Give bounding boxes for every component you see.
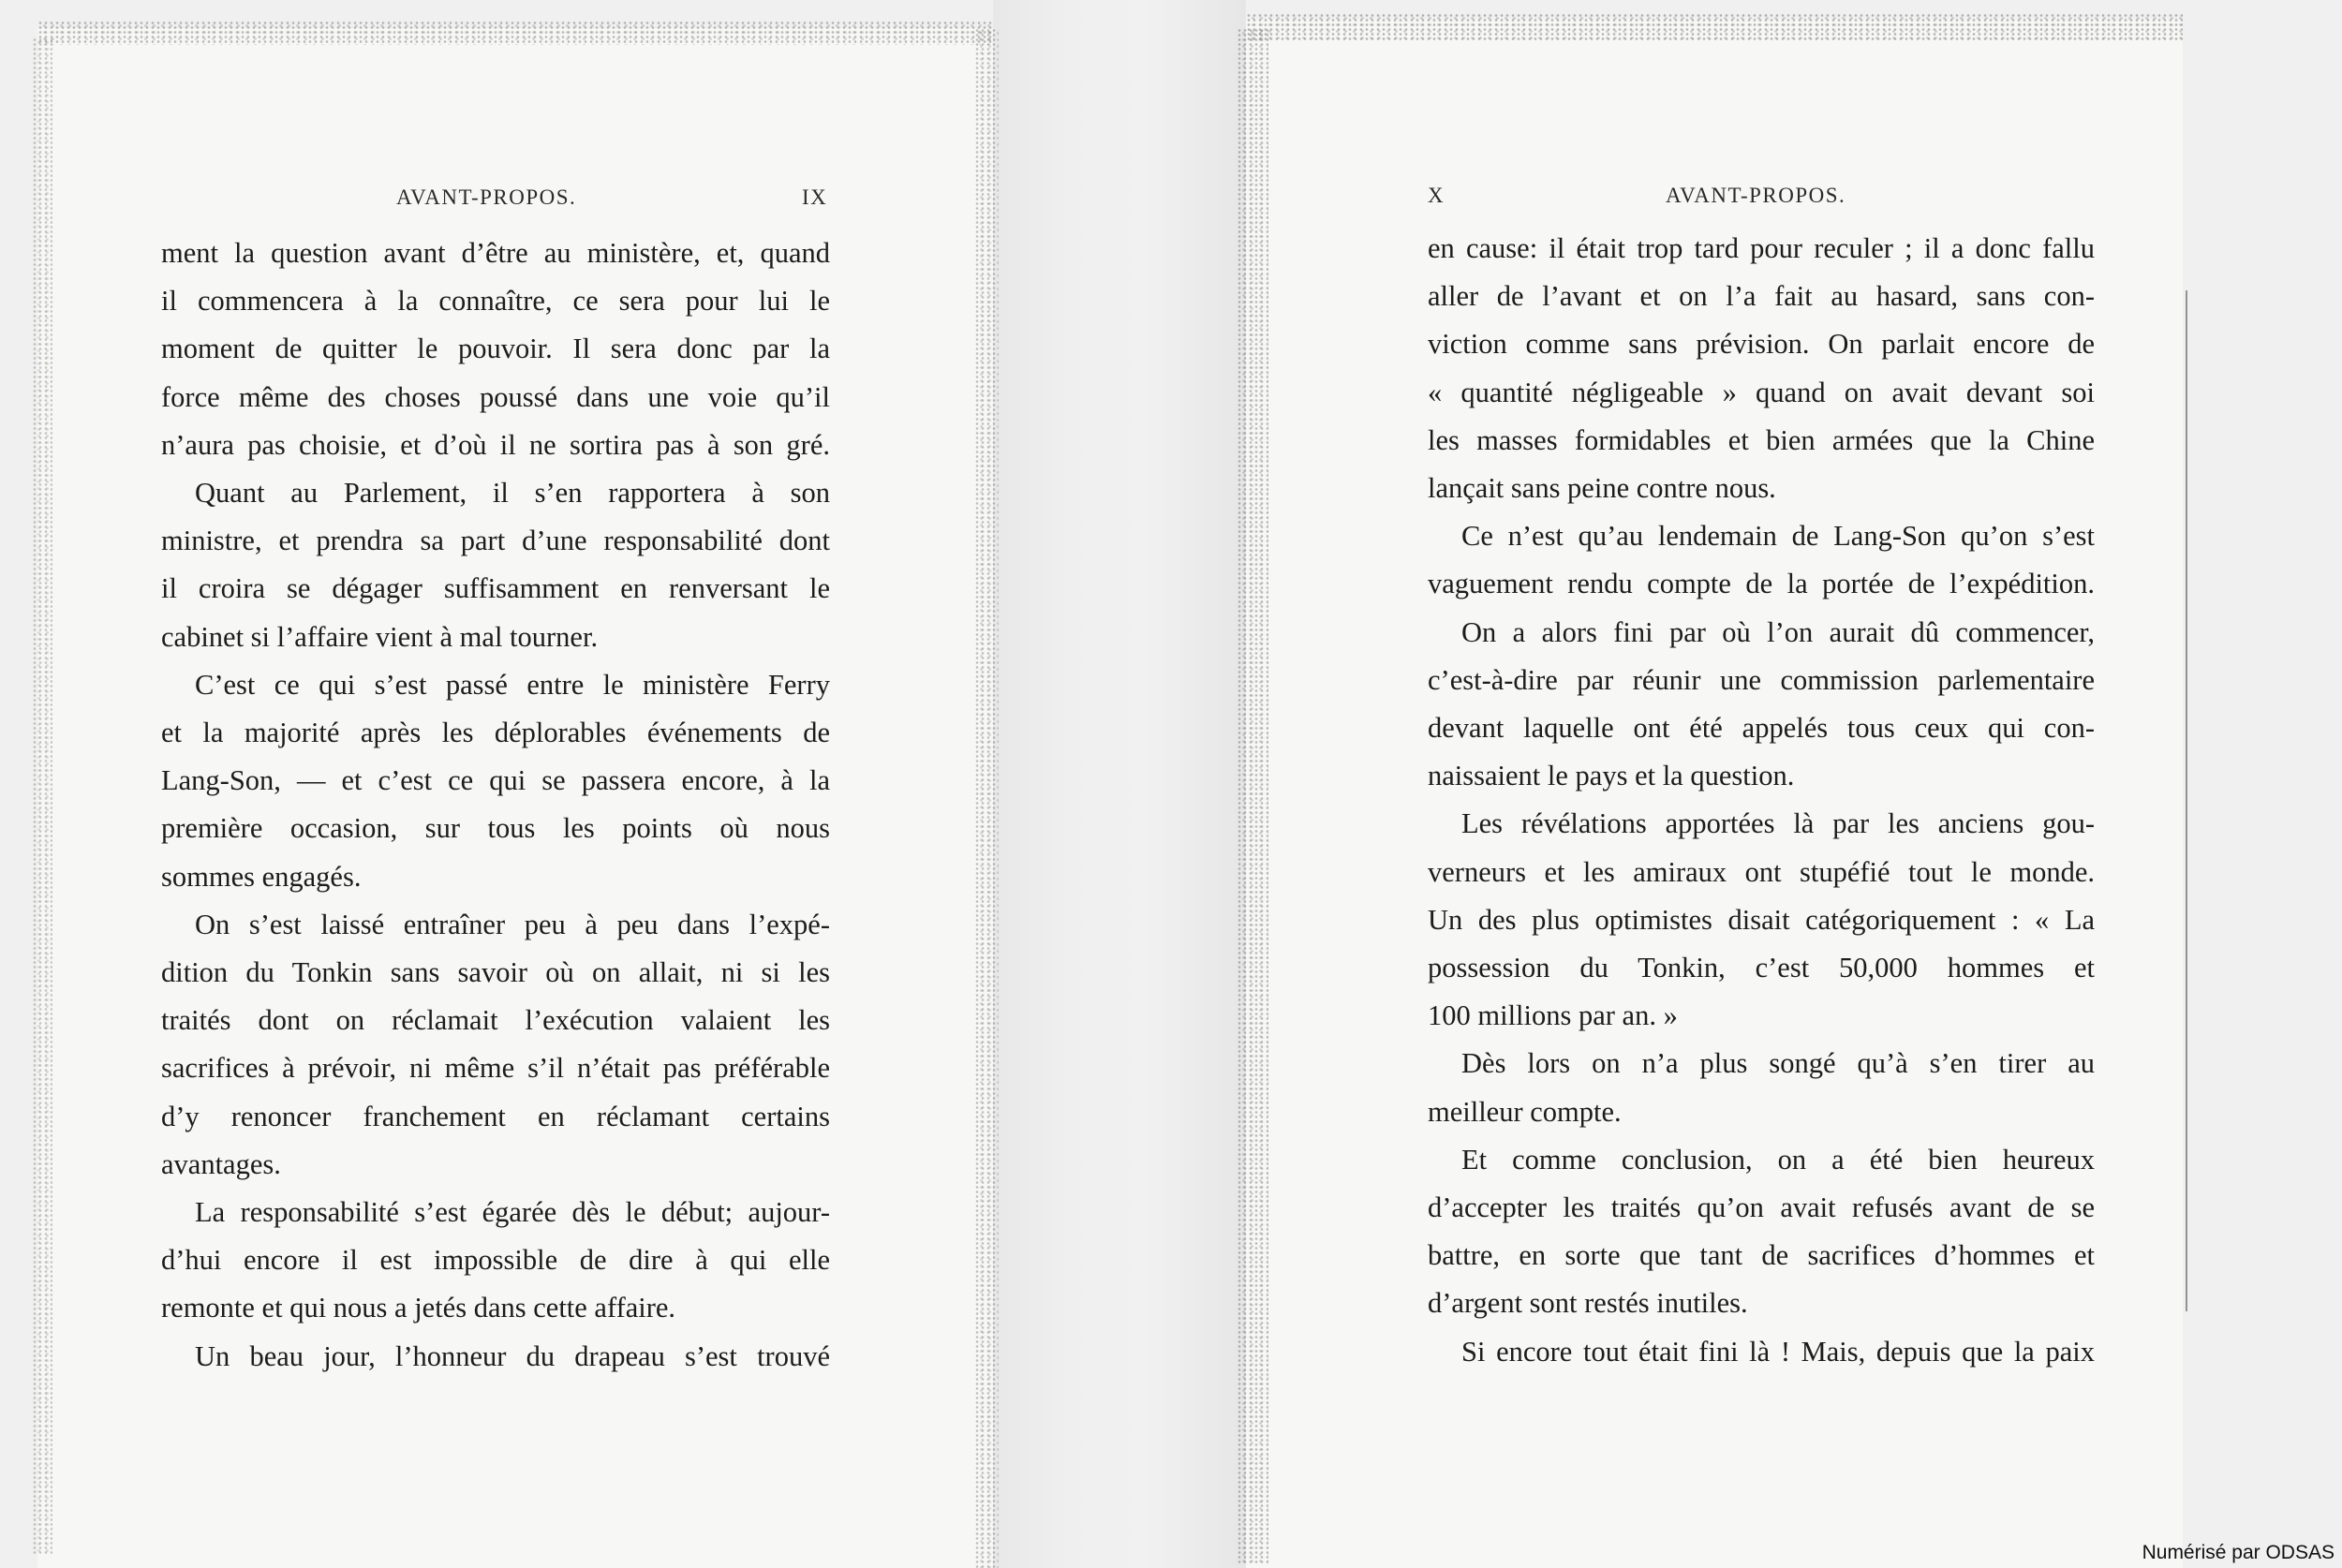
- left-running-head: AVANT-PROPOS.: [396, 185, 577, 209]
- text-line: aller de l’avant et on l’a fait au hasard, sans con-: [1428, 280, 2095, 313]
- text-line: dition du Tonkin sans savoir où on allait, ni si les: [161, 956, 830, 989]
- text-line: cabinet si l’affaire vient à mal tourner.: [161, 620, 599, 653]
- text-line: d’argent sont restés inutiles.: [1428, 1287, 1748, 1320]
- text-line: viction comme sans prévision. On parlait encore de: [1428, 328, 2095, 361]
- right-page-number: X: [1428, 184, 1445, 207]
- text-line: Si encore tout était fini là ! Mais, depuis que la paix: [1461, 1335, 2095, 1368]
- text-line: Quant au Parlement, il s’en rapportera à son: [195, 477, 830, 510]
- right-running-head: AVANT-PROPOS.: [1666, 184, 1846, 207]
- text-line: d’hui encore il est impossible de dire à qui elle: [161, 1244, 830, 1277]
- text-line: « quantité négligeable » quand on avait devant soi: [1428, 376, 2095, 408]
- margin-line: [2186, 290, 2189, 1311]
- text-line: 100 millions par an. »: [1428, 999, 1678, 1032]
- text-line: c’est-à-dire par réunir une commission parlementaire: [1428, 663, 2095, 696]
- text-line: ment la question avant d’être au ministère, et, quand: [161, 237, 830, 269]
- text-line: Ce n’est qu’au lendemain de Lang-Son qu’on s’est: [1461, 520, 2095, 553]
- text-line: première occasion, sur tous les points où nous: [161, 812, 830, 845]
- text-line: verneurs et les amiraux ont stupéfié tout le monde.: [1428, 855, 2095, 888]
- scan-edge: [32, 37, 52, 1555]
- digitization-credit: Numérisé par ODSAS: [2142, 1542, 2335, 1563]
- text-line: Un des plus optimistes disait catégoriquement : « La: [1428, 903, 2095, 936]
- book-gutter: [993, 0, 1246, 1568]
- text-line: d’accepter les traités qu’on avait refusés avant de se: [1428, 1191, 2095, 1224]
- text-line: possession du Tonkin, c’est 50,000 hommes et: [1428, 952, 2095, 984]
- text-line: moment de quitter le pouvoir. Il sera donc par la: [161, 333, 830, 365]
- text-line: Un beau jour, l’honneur du drapeau s’est trouvé: [195, 1339, 830, 1372]
- text-line: On s’est laissé entraîner peu à peu dans l’expé-: [195, 908, 830, 940]
- text-line: Et comme conclusion, on a été bien heureux: [1461, 1143, 2095, 1176]
- text-line: n’aura pas choisie, et d’où il ne sortira pas à son gré.: [161, 428, 830, 461]
- text-line: traités dont on réclamait l’exécution valaient les: [161, 1004, 830, 1037]
- right-body-text: [1428, 225, 2095, 1376]
- scan-edge: [1246, 13, 2183, 41]
- text-line: La responsabilité s’est égarée dès le début; aujour-: [195, 1196, 830, 1229]
- text-line: il croira se dégager suffisamment en renversant le: [161, 572, 830, 605]
- text-line: d’y renoncer franchement en réclamant certains: [161, 1100, 830, 1132]
- text-line: vaguement rendu compte de la portée de l’expédition.: [1428, 568, 2095, 600]
- text-line: il commencera à la connaître, ce sera pour lui le: [161, 285, 830, 318]
- text-line: ministre, et prendra sa part d’une responsabilité dont: [161, 525, 830, 557]
- text-line: sommes engagés.: [161, 860, 362, 893]
- text-line: lançait sans peine contre nous.: [1428, 472, 1776, 505]
- scan-edge: [1237, 28, 1268, 1564]
- text-line: Dès lors on n’a plus songé qu’à s’en tirer au: [1461, 1047, 2095, 1080]
- text-line: devant laquelle ont été appelés tous ceux qui con-: [1428, 712, 2095, 745]
- text-line: sacrifices à prévoir, ni même s’il n’était pas préférable: [161, 1052, 830, 1085]
- text-line: On a alors fini par où l’on aurait dû commencer,: [1461, 615, 2095, 648]
- text-line: avantages.: [161, 1147, 281, 1180]
- text-line: meilleur compte.: [1428, 1095, 1622, 1128]
- text-line: en cause: il était trop tard pour reculer ; il a donc fallu: [1428, 232, 2095, 264]
- text-line: force même des choses poussé dans une voie qu’il: [161, 380, 830, 413]
- left-body-text: [161, 229, 830, 1381]
- text-line: et la majorité après les déplorables événements de: [161, 717, 830, 749]
- text-line: battre, en sorte que tant de sacrifices d’hommes et: [1428, 1239, 2095, 1272]
- text-line: C’est ce qui s’est passé entre le ministère Ferry: [195, 668, 830, 701]
- text-line: Lang-Son, — et c’est ce qui se passera encore, à la: [161, 764, 830, 797]
- scan-edge: [37, 21, 993, 45]
- scan-edge: [974, 28, 999, 1568]
- text-line: les masses formidables et bien armées que la Chine: [1428, 423, 2095, 456]
- text-line: Les révélations apportées là par les anciens gou-: [1461, 807, 2095, 840]
- text-line: naissaient le pays et la question.: [1428, 760, 1795, 792]
- left-page-number: IX: [802, 185, 828, 209]
- text-line: remonte et qui nous a jetés dans cette affaire.: [161, 1292, 676, 1324]
